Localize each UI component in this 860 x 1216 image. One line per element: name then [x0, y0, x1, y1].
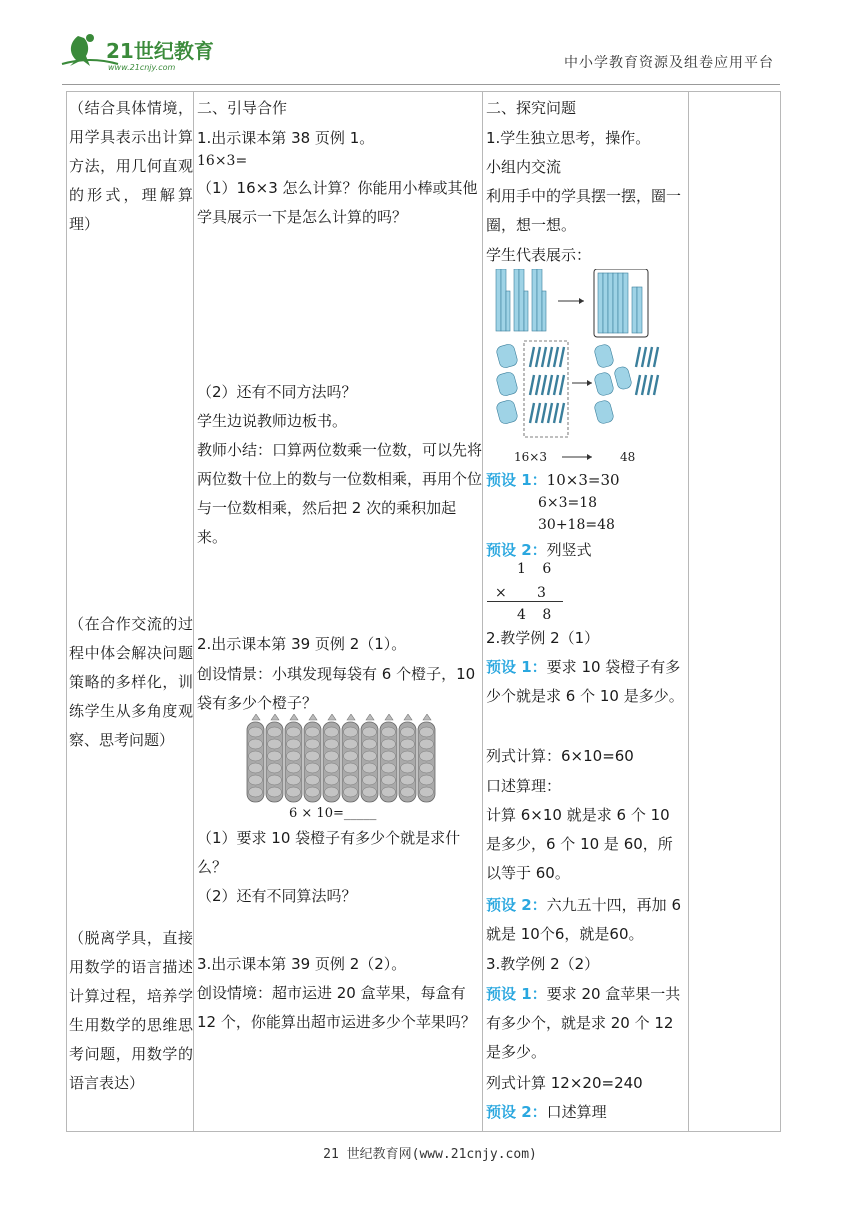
reasoning-6x10: 计算 6×10 就是求 6 个 10 是多少，6 个 10 是 60，所以等于 60。: [486, 806, 673, 882]
svg-text:www.21cnjy.com: www.21cnjy.com: [108, 63, 176, 72]
step-2: 2.出示课本第 39 页例 2（1）。: [197, 635, 407, 653]
lesson-table: [66, 91, 781, 1132]
preset-1-step-b: 6×3=18: [538, 495, 598, 511]
preset-5-line: 预设 1：要求 20 盒苹果一共有多少个，就是求 20 个 12 是多少。: [486, 985, 681, 1061]
section-title-student: 二、探究问题: [486, 99, 577, 117]
preset-label: 预设 1：: [486, 658, 547, 676]
question-3: （1）要求 10 袋橙子有多少个就是求什么？: [197, 829, 461, 876]
svg-text:48: 48: [620, 450, 636, 464]
preset-label: 预设 2：: [486, 1103, 547, 1121]
intent-note-2: （在合作交流的过程中体会解决问题策略的多样化，训练学生从多角度观察、思考问题）: [69, 615, 193, 749]
figure-caption: 6 × 10=_____: [289, 806, 377, 821]
preset-label: 预设 2：: [486, 896, 547, 914]
column-divider: [688, 92, 689, 1131]
expression-16x3: 16×3=: [197, 153, 248, 169]
column-divider: [193, 92, 194, 1131]
preset-1-step-c: 30+18=48: [538, 517, 615, 533]
page-footer: 21 世纪教育网(www.21cnjy.com): [323, 1147, 537, 1162]
intent-note-1: （结合具体情境，用学具表示出计算方法，用几何直观的形式，理解算理）: [69, 99, 193, 233]
preset-label: 预设 1：: [486, 471, 547, 489]
manipulatives-instruction: 利用手中的学具摆一摆，圈一圈，想一想。: [486, 187, 682, 234]
svg-text:16×3: 16×3: [514, 450, 547, 464]
student-step-1: 1.学生独立思考，操作。: [486, 129, 651, 147]
preset-4-line: 预设 2：六九五十四，再加 6就是 10个6，就是60。: [486, 896, 681, 943]
vertical-operator: ×: [495, 585, 507, 601]
board-note: 学生边说教师边板书。: [197, 412, 348, 430]
calc-12x20: 列式计算 12×20=240: [486, 1074, 643, 1092]
column-divider: [482, 92, 483, 1131]
vertical-top: 1 6: [517, 561, 558, 577]
question-1: （1）16×3 怎么计算？你能用小棒或其他学具展示一下是怎么计算的吗？: [197, 179, 478, 226]
question-4: （2）还有不同算法吗？: [197, 887, 357, 905]
question-2: （2）还有不同方法吗？: [197, 383, 357, 401]
intent-note-3: （脱离学具，直接用数学的语言描述计算过程，培养学生用数学的思维思考问题，用数学的语言表达）: [69, 929, 193, 1092]
orange-bags-figure: [243, 714, 443, 806]
preset-2-line: 预设 2：列竖式: [486, 541, 592, 559]
section-title-teacher: 二、引导合作: [197, 99, 288, 117]
student-demo: 学生代表展示：: [486, 246, 592, 264]
preset-6-line: 预设 2：口述算理: [486, 1103, 607, 1121]
sticks-figure: [492, 269, 672, 465]
vertical-multiplier: 3: [537, 585, 546, 601]
logo: [60, 30, 240, 72]
step-3: 3.出示课本第 39 页例 2（2）。: [197, 955, 407, 973]
preset-3-line: 预设 1：要求 10 袋橙子有多少个就是求 6 个 10 是多少。: [486, 658, 684, 705]
page-header: [60, 30, 780, 82]
svg-text:21世纪教育: 21世纪教育: [106, 39, 214, 63]
group-discussion: 小组内交流: [486, 158, 562, 176]
student-step-3: 3.教学例 2（2）: [486, 955, 600, 973]
preset-label: 预设 2：: [486, 541, 547, 559]
student-step-2: 2.教学例 2（1）: [486, 629, 600, 647]
reasoning-label: 口述算理：: [486, 777, 562, 795]
header-divider: [62, 84, 780, 85]
scenario-apples: 创设情境：超市运进 20 盒苹果，每盒有 12 个，你能算出超市运进多少个苹果吗？: [197, 984, 476, 1031]
preset-1-line: 预设 1：10×3=30: [486, 471, 620, 489]
teacher-summary: 教师小结：口算两位数乘一位数，可以先将两位数十位上的数与一位数相乘，再用个位与一位数相乘，然后把 2 次的乘积加起来。: [197, 441, 483, 546]
scenario-oranges: 创设情景：小琪发现每袋有 6 个橙子，10 袋有多少个橙子？: [197, 665, 476, 712]
vertical-result: 4 8: [517, 607, 558, 623]
step-1: 1.出示课本第 38 页例 1。: [197, 129, 375, 147]
platform-name: 中小学教育资源及组卷应用平台: [564, 55, 774, 71]
vertical-rule: [487, 601, 563, 602]
preset-label: 预设 1：: [486, 985, 547, 1003]
calc-6x10: 列式计算：6×10=60: [486, 747, 634, 765]
